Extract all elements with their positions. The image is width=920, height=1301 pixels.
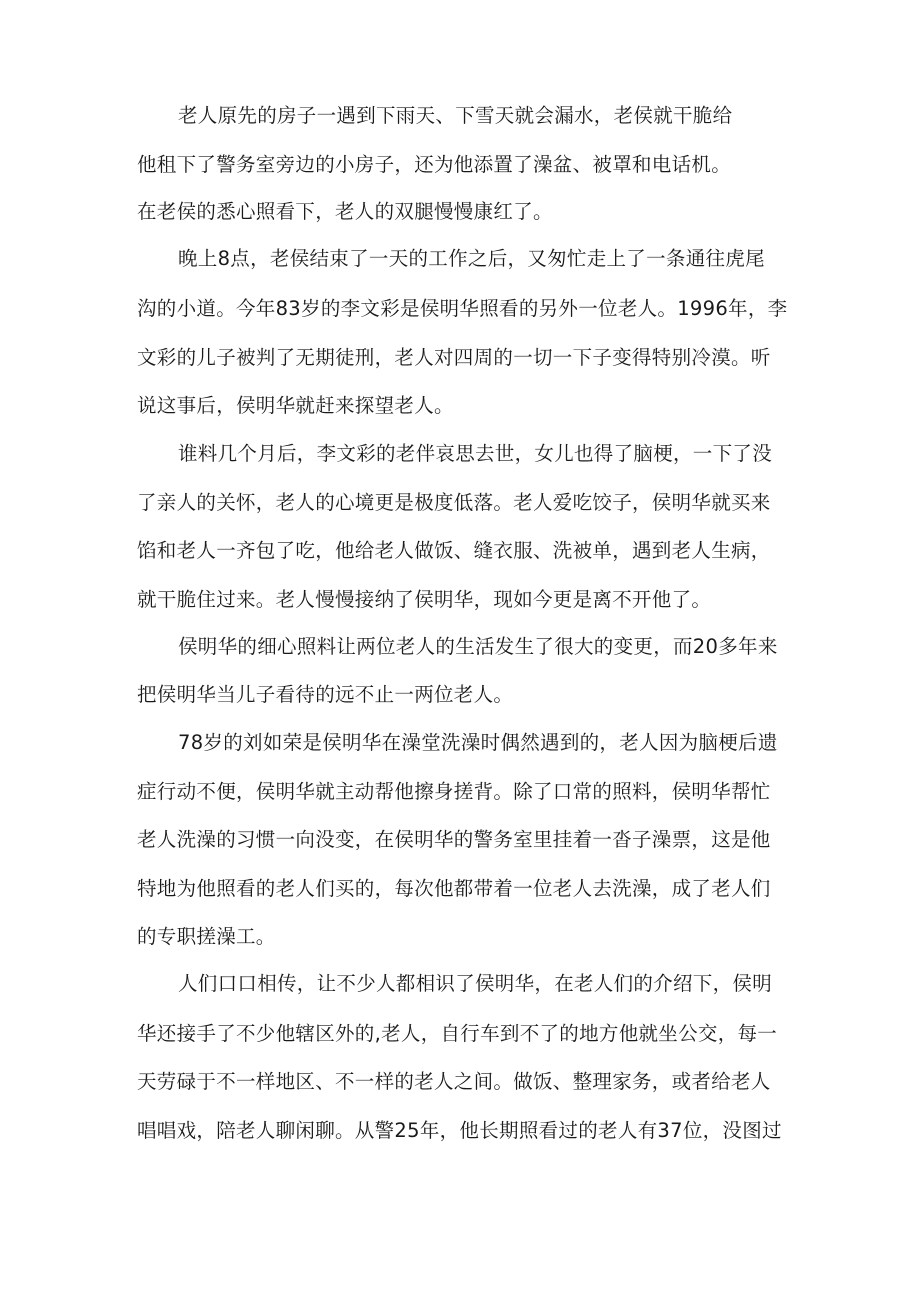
paragraph-5-line-3: 老人洗澡的习惯一向没变，在侯明华的警务室里挂着一沓子澡票，这是他: [137, 828, 771, 851]
paragraph-4-line-1: 侯明华的细心照料让两位老人的生活发生了很大的变更，而20多年来: [178, 635, 778, 658]
paragraph-6-line-3: 天劳碌于不一样地区、不一样的老人之间。做饭、整理家务，或者给老人: [137, 1070, 771, 1093]
paragraph-1-line-1: 老人原先的房子一遇到下雨天、下雪天就会漏水，老侯就干脆给: [178, 104, 733, 127]
paragraph-6-line-2: 华还接手了不少他辖区外的,老人，自行车到不了的地方他就坐公交，每一: [137, 1022, 778, 1045]
paragraph-6-line-4: 唱唱戏，陪老人聊闲聊。从警25年，他长期照看过的老人有37位，没图过: [137, 1119, 782, 1142]
paragraph-3-line-2: 了亲人的关怀，老人的心境更是极度低落。老人爱吃饺子，侯明华就买来: [137, 491, 771, 514]
paragraph-2-line-2: 沟的小道。今年83岁的李文彩是侯明华照看的另外一位老人。1996年，李: [137, 297, 788, 320]
paragraph-6-line-1: 人们口口相传，让不少人都相识了侯明华，在老人们的介绍下，侯明: [178, 972, 773, 995]
paragraph-2-line-3: 文彩的儿子被判了无期徒刑，老人对四周的一切一下子变得特别冷漠。听: [137, 346, 771, 369]
paragraph-5-line-4: 特地为他照看的老人们买的，每次他都带着一位老人去洗澡，成了老人们: [137, 877, 771, 900]
paragraph-1-line-3: 在老侯的悉心照看下，老人的双腿慢慢康红了。: [137, 200, 553, 223]
paragraph-2-line-4: 说这事后，侯明华就赶来探望老人。: [137, 394, 454, 417]
paragraph-5-line-2: 症行动不便，侯明华就主动帮他擦身搓背。除了口常的照料，侯明华帮忙: [137, 780, 771, 803]
paragraph-3-line-1: 谁料几个月后，李文彩的老伴哀思去世，女儿也得了脑梗，一下了没: [178, 442, 773, 465]
paragraph-1-line-2: 他租下了警务室旁边的小房子，还为他添置了澡盆、被罩和电话机。: [137, 153, 732, 176]
paragraph-3-line-4: 就干脆住过来。老人慢慢接纳了侯明华，现如今更是离不开他了。: [137, 588, 712, 611]
paragraph-5-line-5: 的专职搓澡工。: [137, 925, 276, 948]
paragraph-5-line-1: 78岁的刘如荣是侯明华在澡堂洗澡时偶然遇到的，老人因为脑梗后遗: [178, 731, 778, 754]
paragraph-4-line-2: 把侯明华当儿子看待的远不止一两位老人。: [137, 683, 514, 706]
paragraph-2-line-1: 晚上8点，老侯结束了一天的工作之后，又匆忙走上了一条通往虎尾: [178, 247, 765, 270]
paragraph-3-line-3: 馅和老人一齐包了吃，他给老人做饭、缝衣服、洗被单，遇到老人生病，: [137, 539, 771, 562]
